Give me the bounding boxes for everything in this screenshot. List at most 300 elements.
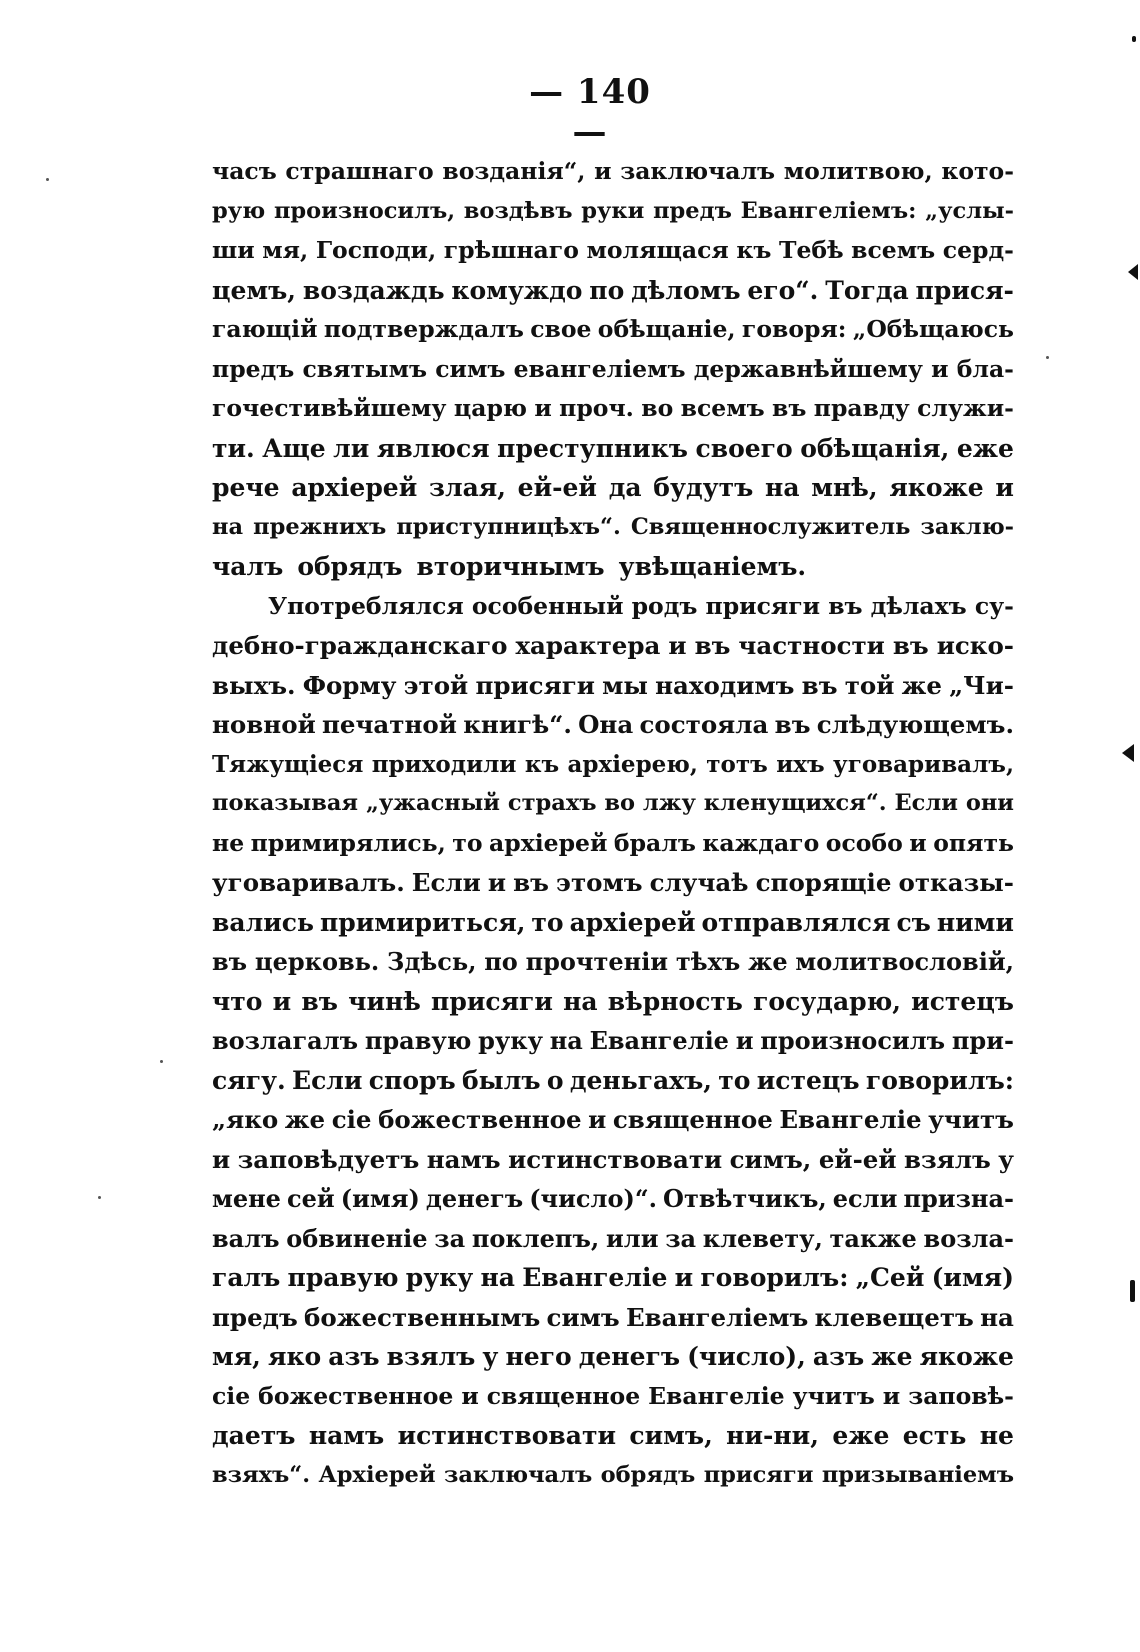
word: всемъ [851,236,936,264]
word: и [534,394,552,422]
text-line [212,1140,1014,1180]
word: и [212,1144,231,1174]
word: на [212,513,244,540]
word: симъ, [629,1421,713,1450]
word: ни-ни, [726,1421,819,1450]
word: цемъ, [212,275,296,305]
word: и [882,1381,901,1410]
word: споръ [368,1065,456,1095]
word: божественное [258,1381,454,1410]
word: увѣщаніемъ. [618,552,807,581]
word: денегъ [578,1342,681,1371]
word: галъ [212,1263,281,1292]
word: обѣщаніе, [597,315,736,343]
word: вѣрность [607,986,743,1016]
word: ихъ [776,750,825,778]
word: въ [301,986,338,1016]
word: симъ, [729,1144,812,1174]
word: за [665,1223,697,1253]
word: если [832,1184,898,1213]
word: этомъ [556,868,643,897]
word: подтверждалъ [323,315,524,343]
word: „яко [212,1105,279,1134]
word: бралъ [613,828,696,857]
word: Евангеліе [648,1381,785,1410]
word: Архіерей [318,1461,436,1488]
word: возла- [923,1223,1014,1253]
word: то [452,828,483,857]
word: правую [287,1263,399,1292]
word: показывая [212,790,359,816]
word: Если [411,868,481,897]
word: служи- [917,394,1014,422]
word: ли [333,433,370,463]
word: прися- [915,275,1014,305]
margin-mark [1122,744,1134,762]
word: взялъ [386,1342,476,1371]
word: воздаждь [302,275,445,305]
word: заповѣдуетъ [237,1144,420,1174]
text-line [212,1179,1014,1219]
page-number: — 140 — [529,72,651,152]
text-line [212,1377,1014,1417]
word: будутъ [653,473,754,502]
word: и [995,473,1014,502]
word: чинѣ [348,986,421,1016]
word: они [965,790,1014,816]
word: опять [933,828,1014,857]
word: гочестивѣйшему [212,394,447,422]
word: присяги [703,1461,814,1488]
word: о [546,1065,564,1095]
word: мы [602,670,648,700]
word: ей-ей [818,1144,897,1174]
word: „ужасный [365,790,500,816]
word: частности [738,631,885,660]
text-line [212,745,1014,785]
text-line [212,824,1014,864]
word: Аще [262,433,326,463]
word: присяги [475,670,595,700]
word: воздѣвъ [463,197,573,224]
paper-speck [160,1060,163,1063]
text-line [212,547,1014,587]
word: учитъ [792,1381,875,1410]
text-line [212,1219,1014,1259]
word: якоже [889,473,984,502]
text-line [212,1298,1014,1338]
word: своего [695,433,793,463]
word: (число), [687,1342,806,1371]
word: состояла [639,710,769,739]
text-line [212,942,1014,982]
word: руку [478,1026,543,1055]
word: выхъ. [212,670,296,700]
word: истинствовати [397,1421,617,1450]
word: заповѣ- [908,1381,1014,1410]
text-line [212,508,1014,548]
word: намъ [308,1421,385,1450]
text-line [212,1337,1014,1377]
margin-mark [1130,1280,1135,1302]
word: призна- [903,1184,1014,1213]
text-line [212,1258,1014,1298]
word: не [979,1421,1014,1450]
word: да [608,473,642,502]
text-line [212,468,1014,508]
word: явлюся [376,433,490,463]
word: приходили [371,750,517,778]
word: Если [894,790,958,816]
word: же [748,947,788,976]
word: азъ [812,1342,865,1371]
word: и [674,1263,694,1292]
word: Тебѣ [778,236,844,264]
word: и [594,157,612,185]
word: церковь. [254,947,380,976]
word: правду [813,394,910,422]
word: комуждо [451,275,583,305]
word: и [272,986,292,1016]
word: и [931,354,949,383]
text-line [212,152,1014,192]
word: случаѣ [649,868,749,897]
word: симъ [546,1302,620,1332]
word: мнѣ, [811,473,878,502]
word: новной [212,710,316,739]
word: также [829,1223,917,1253]
word: Господи, [315,236,437,264]
word: истецъ [756,1065,860,1095]
word: возданія“, [442,157,586,185]
text-line [212,863,1014,903]
word: на [765,473,800,502]
word: Евангеліемъ [625,1302,809,1332]
margin-mark [1128,264,1138,280]
word: особо [825,828,903,857]
word: божественнымъ [304,1302,541,1332]
word: государю, [753,986,901,1016]
word: спорящіе [755,868,892,897]
word: истинствовати [508,1144,723,1174]
word: валъ [212,1223,280,1253]
word: той [844,670,895,700]
word: дебно-гражданскаго [212,631,508,660]
word: каждаго [702,828,820,857]
word: взялъ [903,1144,991,1174]
word: есть [902,1421,967,1450]
word: во [604,790,636,816]
text-line [212,271,1014,311]
word: Отвѣтчикъ, [663,1184,827,1213]
word: серд- [942,236,1014,264]
word: дѣломъ [631,275,741,305]
word: примирялись, [250,828,446,857]
word: молитвою, [783,157,933,185]
word: заключалъ [620,157,776,185]
word: Употреблялся [268,591,464,620]
word: книгѣ“. [463,710,572,739]
word: отправлялся [701,907,891,937]
word: якоже [919,1342,1014,1371]
word: то [531,907,564,937]
text-line [212,1061,1014,1101]
word: правую [364,1026,472,1055]
word: у [998,1144,1014,1174]
word: рую [212,197,266,224]
text-line [212,1456,1014,1496]
word: (имя) [340,1184,420,1213]
word: „Обѣщаюсь [852,315,1014,343]
word: взяхъ“. [212,1461,311,1488]
word: Евангеліе [779,1105,922,1134]
word: родъ [631,591,698,620]
word: кленущихся“. [703,790,887,816]
word: евангеліемъ [513,354,686,383]
word: призываніемъ [821,1461,1014,1488]
word: архіерей [569,907,696,937]
word: этой [403,670,469,700]
text-line [212,666,1014,706]
word: мя, [262,236,309,264]
word: ей-ей [517,473,597,502]
word: „Сей [855,1263,925,1292]
word: тѣхъ [675,947,741,976]
word: присяги [431,986,553,1016]
word: проч. [559,394,634,422]
word: слѣдующемъ. [816,710,1014,739]
word: предъ [212,1302,298,1332]
word: су- [974,591,1014,620]
word: говоря: [741,315,847,343]
paper-speck [98,1196,101,1199]
word: дѣлахъ [870,591,967,620]
word: Она [578,710,634,739]
word: же [284,1105,326,1134]
word: во [641,394,674,422]
word: и [487,868,507,897]
word: архіерей [291,473,418,502]
word: всемъ [680,394,765,422]
word: руки [581,197,645,224]
word: поклепъ, [471,1223,600,1253]
word: кото- [941,157,1014,185]
word: у [482,1342,499,1371]
word: характера [515,631,661,660]
word: то [718,1065,751,1095]
word: обѣщанія, [800,433,950,463]
text-line [212,1021,1014,1061]
text-line [212,1416,1014,1456]
word: особенный [471,591,624,620]
word: въ [801,670,838,700]
word: намъ [426,1144,501,1174]
word: мя, [212,1342,261,1371]
word: обвиненіе [286,1223,428,1253]
word: говорилъ: [700,1263,849,1292]
word: денегъ [425,1184,524,1213]
word: святымъ [302,354,428,383]
word: въ [828,591,863,620]
word: съ [896,907,931,937]
word: печатной [321,710,457,739]
word: въ [513,868,549,897]
word: за [434,1223,466,1253]
word: что [212,986,263,1016]
word: въ [892,631,929,660]
word: деньгахъ, [569,1065,712,1095]
word: злая, [428,473,506,502]
word: Тяжущіеся [212,750,364,778]
word: и [909,828,927,857]
word: и [735,1026,754,1055]
text-line [212,784,1014,824]
word: Форму [302,670,397,700]
word: приступницѣхъ“. [396,513,621,540]
text-line [212,587,1014,627]
word: же [901,670,942,700]
word: вторичнымъ [416,552,605,581]
word: говорилъ: [865,1065,1014,1095]
text-line [212,231,1014,271]
text-line [212,705,1014,745]
word: „услы- [925,197,1014,224]
word: на [563,986,598,1016]
word: Тогда [825,275,909,305]
word: по [484,947,518,976]
paper-speck [46,178,49,181]
word: лжу [642,790,696,816]
word: или [605,1223,659,1253]
word: его“. [747,275,819,305]
word: еже [956,433,1014,463]
word: Священнослужитель [630,513,911,540]
word: въ [772,394,807,422]
word: обрядъ [297,552,403,581]
word: прежнихъ [253,513,387,540]
word: же [871,1342,913,1371]
word: къ [736,236,772,264]
word: на [980,1302,1014,1332]
text-line [212,350,1014,390]
word: по [589,275,625,305]
word: сіе [331,1105,372,1134]
word: сягу. [212,1065,286,1095]
word: священное [612,1105,773,1134]
word: истецъ [911,986,1014,1016]
text-line [212,903,1014,943]
word: ними [936,907,1014,937]
text-line [212,626,1014,666]
word: въ [694,631,731,660]
word: произносилъ, [273,197,456,224]
word: страшнаго [285,157,434,185]
word: архіерею, [567,750,698,778]
word: страхъ [507,790,597,816]
body-text [212,152,1014,1495]
word: державнѣйшему [693,354,923,383]
word: отказы- [898,868,1014,897]
word: бла- [956,354,1014,383]
word: чалъ [212,552,284,581]
word: даетъ [212,1421,296,1450]
word: симъ [435,354,506,383]
word: произносилъ [760,1026,946,1055]
word: (число)“. [529,1184,657,1213]
paper-speck [1046,356,1049,359]
word: тотъ [706,750,768,778]
word: молитвословій, [795,947,1014,976]
text-line [212,1100,1014,1140]
word: при- [951,1026,1014,1055]
word: возлагалъ [212,1026,359,1055]
word: мене [212,1184,281,1213]
word: въ [212,947,248,976]
word: и [588,1105,607,1134]
word: руку [405,1263,474,1292]
word: сіе [212,1381,251,1410]
word: грѣшнаго [443,236,579,264]
word: и [668,631,687,660]
word: Здѣсь, [387,947,477,976]
word: царю [453,394,527,422]
word: Евангеліе [522,1263,668,1292]
word: „Чи- [949,670,1014,700]
text-line [212,982,1014,1022]
word: преступникъ [497,433,688,463]
text-line [212,192,1014,232]
word: уговаривалъ, [833,750,1014,778]
word: молящася [586,236,729,264]
word: него [505,1342,572,1371]
word: въ [774,710,811,739]
word: архіерей [489,828,608,857]
word: сей [287,1184,335,1213]
word: примириться, [319,907,526,937]
margin-mark [1132,36,1136,42]
word: и [461,1381,479,1410]
word: не [212,828,245,857]
word: клевету, [702,1223,823,1253]
word: божественное [378,1105,582,1134]
word: уговаривалъ. [212,868,405,897]
word: заклю- [920,513,1014,540]
word: ти. [212,433,255,463]
text-line [212,389,1014,429]
word: клевещетъ [814,1302,974,1332]
word: свое [530,315,592,343]
word: прочтеніи [525,947,669,976]
word: священное [486,1381,641,1410]
text-line [212,310,1014,350]
word: Если [292,1065,363,1095]
word: находимъ [655,670,795,700]
word: къ [524,750,560,778]
word: былъ [461,1065,541,1095]
word: (имя) [931,1263,1014,1292]
word: ши [212,236,255,264]
word: заключалъ [443,1461,593,1488]
word: присяги [705,591,821,620]
text-line [212,429,1014,469]
word: азъ [328,1342,380,1371]
word: вались [212,907,314,937]
word: учитъ [928,1105,1014,1134]
word: на [549,1026,583,1055]
word: предъ [653,197,732,224]
word: часъ [212,157,277,185]
word: обрядъ [600,1461,696,1488]
